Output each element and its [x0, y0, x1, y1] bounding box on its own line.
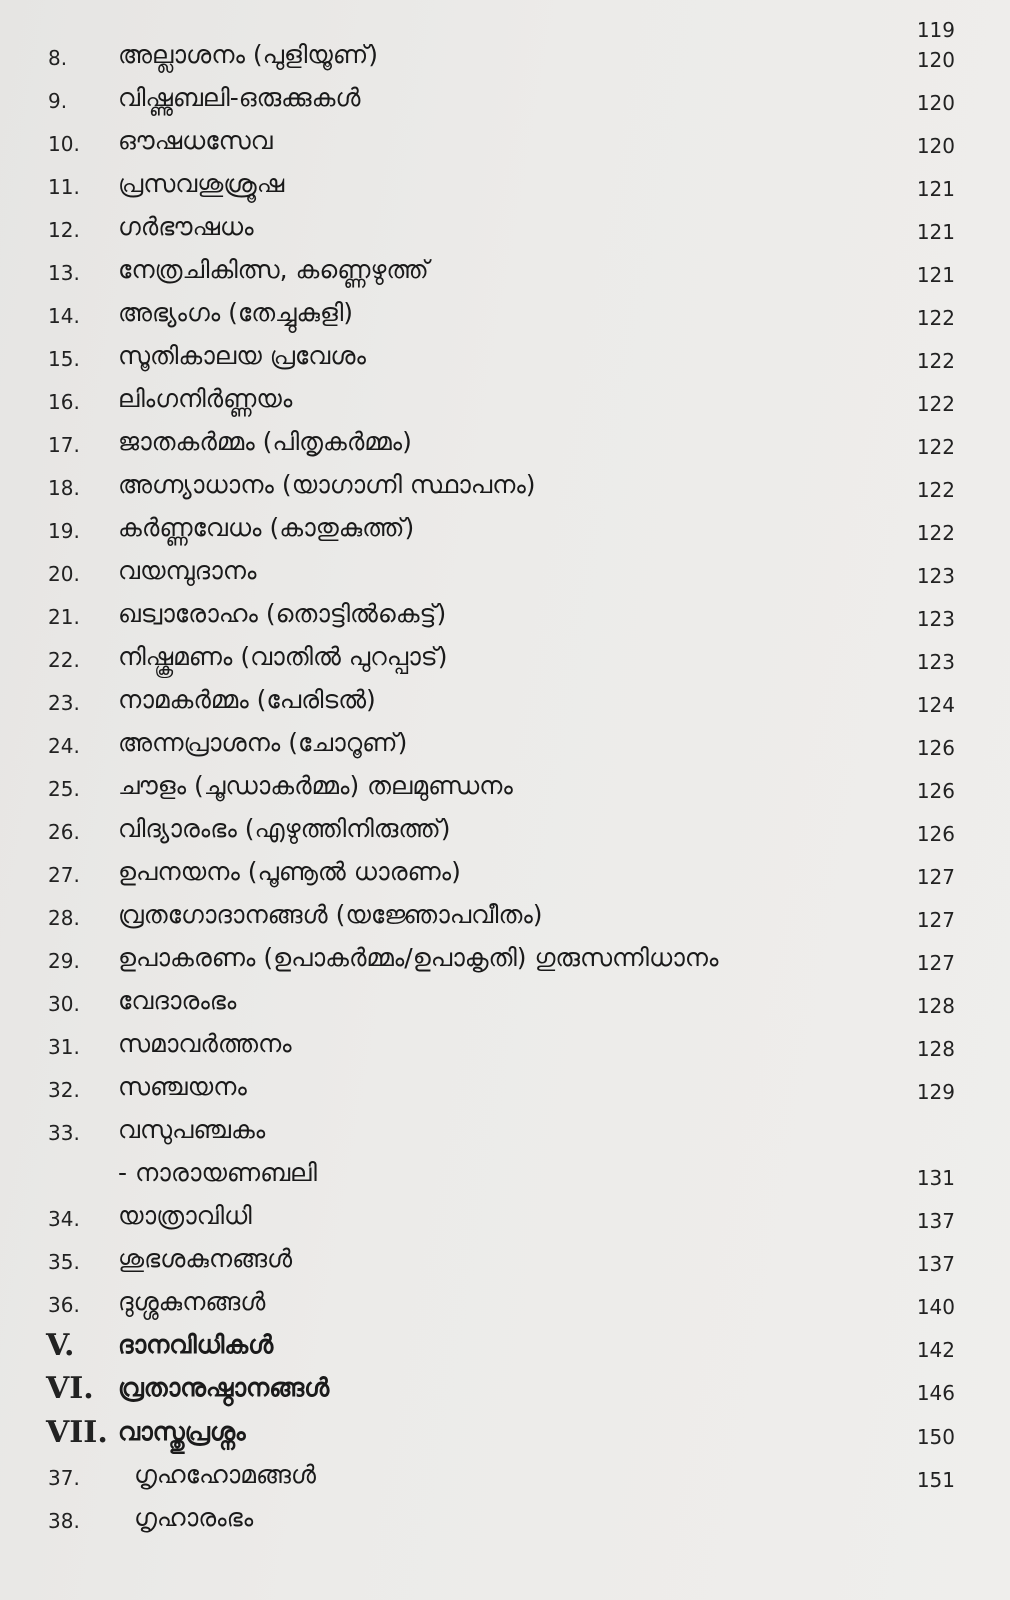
toc-entry — [0, 1373, 1010, 1417]
toc-entry-page: 120 — [916, 91, 955, 115]
toc-entry-number: 28. — [48, 906, 80, 930]
toc-entry — [0, 556, 1010, 600]
toc-entry-page: 121 — [916, 220, 955, 244]
toc-entry-title: വ്രതാനുഷ്ഠാനങ്ങൾ — [118, 1373, 330, 1402]
toc-entry — [0, 83, 1010, 127]
toc-entry-title: അഭ്യംഗം (തേച്ചുകുളി) — [118, 298, 354, 327]
toc-entry-page: 122 — [916, 521, 955, 545]
toc-entry-page: 150 — [916, 1425, 955, 1449]
toc-entry-number: 38. — [48, 1509, 80, 1533]
toc-entry — [0, 728, 1010, 772]
toc-entry-number: 31. — [48, 1035, 80, 1059]
toc-entry-title: വയമ്പുദാനം — [118, 556, 257, 585]
toc-entry-page: 131 — [916, 1166, 955, 1190]
toc-entry — [0, 341, 1010, 385]
toc-entry-number: 26. — [48, 820, 80, 844]
toc-entry-title: ലിംഗനിർണ്ണയം — [118, 384, 293, 413]
toc-entry-number: 23. — [48, 691, 80, 715]
toc-entry-page: 121 — [916, 177, 955, 201]
toc-entry-title: ഗൃഹാരംഭം — [134, 1503, 254, 1532]
toc-entry-title: സൂതികാലയ പ്രവേശം — [118, 341, 366, 370]
toc-entry — [0, 900, 1010, 944]
toc-entry-title: ഖട്വാരോഹം (തൊട്ടിൽകെട്ട്) — [118, 599, 447, 628]
toc-entry-page: 126 — [916, 822, 955, 846]
toc-entry-number: 9. — [48, 89, 68, 113]
toc-entry-number: 32. — [48, 1078, 80, 1102]
toc-entry — [0, 169, 1010, 213]
toc-entry — [0, 1244, 1010, 1288]
toc-entry-number: 19. — [48, 519, 80, 543]
toc-top-page-number: 119 — [916, 18, 955, 42]
toc-entry — [0, 384, 1010, 428]
toc-entry — [0, 126, 1010, 170]
toc-entry-title: വിദ്യാരംഭം (എഴുത്തിനിരുത്ത്) — [118, 814, 451, 843]
toc-entry-number: 35. — [48, 1250, 80, 1274]
toc-entry — [0, 771, 1010, 815]
toc-entry-page: 127 — [916, 951, 955, 975]
toc-entry-number: 13. — [48, 261, 80, 285]
toc-entry-page: 129 — [916, 1080, 955, 1104]
toc-entry-number: 27. — [48, 863, 80, 887]
toc-entry-title: അഗ്ന്യാധാനം (യാഗാഗ്നി സ്ഥാപനം) — [118, 470, 536, 499]
toc-entry-number: 14. — [48, 304, 80, 328]
toc-entry — [0, 1201, 1010, 1245]
toc-entry-page: 127 — [916, 865, 955, 889]
toc-entry — [0, 513, 1010, 557]
toc-entry-number: 17. — [48, 433, 80, 457]
toc-entry-number: 22. — [48, 648, 80, 672]
toc-entry-title: ഉപനയനം (പൂണൂൽ ധാരണം) — [118, 857, 461, 886]
toc-entry — [0, 427, 1010, 471]
toc-entry-number: 20. — [48, 562, 80, 586]
toc-entry-number: 24. — [48, 734, 80, 758]
toc-entry-title: ശുഭശകുനങ്ങൾ — [118, 1244, 293, 1273]
toc-entry — [0, 814, 1010, 858]
toc-entry-number: 15. — [48, 347, 80, 371]
toc-entry-page: 127 — [916, 908, 955, 932]
toc-entry-page: 142 — [916, 1338, 955, 1362]
toc-entry-title: നേത്രചികിത്സ, കണ്ണെഴുത്ത് — [118, 255, 429, 284]
toc-entry-number: 29. — [48, 949, 80, 973]
toc-entry-title: നാമകർമ്മം (പേരിടൽ) — [118, 685, 376, 714]
toc-entry-page: 123 — [916, 607, 955, 631]
toc-entry-title: സമാവർത്തനം — [118, 1029, 292, 1058]
toc-entry-number: 18. — [48, 476, 80, 500]
toc-entry-page: 122 — [916, 435, 955, 459]
toc-entry-title: വിഷ്ണുബലി-ഒരുക്കുകൾ — [118, 83, 361, 112]
toc-entry-number: 12. — [48, 218, 80, 242]
toc-entry — [0, 1503, 1010, 1547]
toc-entry-title: നിഷ്ക്രമണം (വാതിൽ പുറപ്പാട്) — [118, 642, 448, 671]
toc-entry-page: 137 — [916, 1252, 955, 1276]
toc-entry — [0, 685, 1010, 729]
toc-entry-page: 151 — [916, 1468, 955, 1492]
toc-entry-title: കർണ്ണവേധം (കാതുകുത്ത്) — [118, 513, 415, 542]
toc-entry-number: 33. — [48, 1121, 80, 1145]
toc-entry-page: 120 — [916, 134, 955, 158]
toc-entry-page: 122 — [916, 478, 955, 502]
toc-entry — [0, 255, 1010, 299]
toc-entry-title: ഉപാകരണം (ഉപാകർമ്മം/ഉപാകൃതി) ഗുരുസന്നിധാനം — [118, 943, 719, 972]
toc-entry-page: 146 — [916, 1381, 955, 1405]
toc-entry-page: 123 — [916, 564, 955, 588]
toc-entry-number: 11. — [48, 175, 80, 199]
toc-entry-number: V. — [46, 1328, 75, 1363]
toc-entry-page: 120 — [916, 48, 955, 72]
toc-entry — [0, 1287, 1010, 1331]
toc-entry-number: 34. — [48, 1207, 80, 1231]
toc-entry-number: 21. — [48, 605, 80, 629]
toc-entry-number: 25. — [48, 777, 80, 801]
toc-entry-title: വസുപഞ്ചകം — [118, 1115, 266, 1144]
toc-entry — [0, 1330, 1010, 1374]
toc-entry-title: യാത്രാവിധി — [118, 1201, 252, 1230]
toc-entry — [0, 40, 1010, 84]
toc-entry — [0, 642, 1010, 686]
toc-entry — [0, 298, 1010, 342]
toc-entry-number: VII. — [46, 1415, 108, 1450]
toc-entry-title: വേദാരംഭം — [118, 986, 237, 1015]
toc-entry-title: - നാരായണബലി — [118, 1158, 317, 1187]
toc-entry-page: 121 — [916, 263, 955, 287]
toc-entry-page: 126 — [916, 779, 955, 803]
toc-entry-page: 128 — [916, 994, 955, 1018]
toc-entry-number: 10. — [48, 132, 80, 156]
toc-entry — [0, 1417, 1010, 1461]
toc-entry-title: ഗർഭൗഷധം — [118, 212, 254, 241]
toc-entry — [0, 986, 1010, 1030]
toc-entry — [0, 1460, 1010, 1504]
toc-entry-title: ഔഷധസേവ — [118, 126, 273, 155]
toc-entry-title: ജാതകർമ്മം (പിതൃകർമ്മം) — [118, 427, 412, 456]
toc-entry-title: പ്രസവശുശ്രൂഷ — [118, 169, 285, 198]
toc-entry-number: 8. — [48, 46, 68, 70]
toc-entry-title: ചൗളം (ചൂഡാകർമ്മം) തലമുണ്ഡനം — [118, 771, 513, 800]
toc-entry — [0, 599, 1010, 643]
toc-entry-number: 37. — [48, 1466, 80, 1490]
toc-entry — [0, 1029, 1010, 1073]
toc-entry-title: അന്നപ്രാശനം (ചോറൂണ്) — [118, 728, 408, 757]
toc-entry-page: 126 — [916, 736, 955, 760]
toc-entry-number: 36. — [48, 1293, 80, 1317]
toc-entry-title: സഞ്ചയനം — [118, 1072, 247, 1101]
toc-entry-page: 122 — [916, 306, 955, 330]
toc-entry-number: VI. — [46, 1371, 94, 1406]
toc-entry-page: 122 — [916, 349, 955, 373]
toc-entry-page: 123 — [916, 650, 955, 674]
toc-entry-title: ഗൃഹഹോമങ്ങൾ — [134, 1460, 316, 1489]
toc-entry-number: 30. — [48, 992, 80, 1016]
toc-entry-title: വാസ്തുപ്രശ്നം — [118, 1417, 246, 1446]
toc-entry — [0, 470, 1010, 514]
toc-entry — [0, 1158, 1010, 1202]
toc-entry — [0, 1115, 1010, 1159]
toc-entry-title: ദുശ്ശകുനങ്ങൾ — [118, 1287, 266, 1316]
toc-entry-title: ദാനവിധികൾ — [118, 1330, 274, 1359]
toc-entry-page: 124 — [916, 693, 955, 717]
toc-entry-number: 16. — [48, 390, 80, 414]
toc-entry-title: അല്ലാശനം (പുളിയൂണ്) — [118, 40, 378, 69]
toc-entry-page: 140 — [916, 1295, 955, 1319]
toc-entry-page: 122 — [916, 392, 955, 416]
toc-entry — [0, 212, 1010, 256]
toc-entry — [0, 943, 1010, 987]
toc-entry-page: 137 — [916, 1209, 955, 1233]
toc-entry — [0, 1072, 1010, 1116]
toc-entry-page: 128 — [916, 1037, 955, 1061]
toc-entry-title: വ്രതഗോദാനങ്ങൾ (യജ്ഞോപവീതം) — [118, 900, 543, 929]
toc-entry — [0, 857, 1010, 901]
